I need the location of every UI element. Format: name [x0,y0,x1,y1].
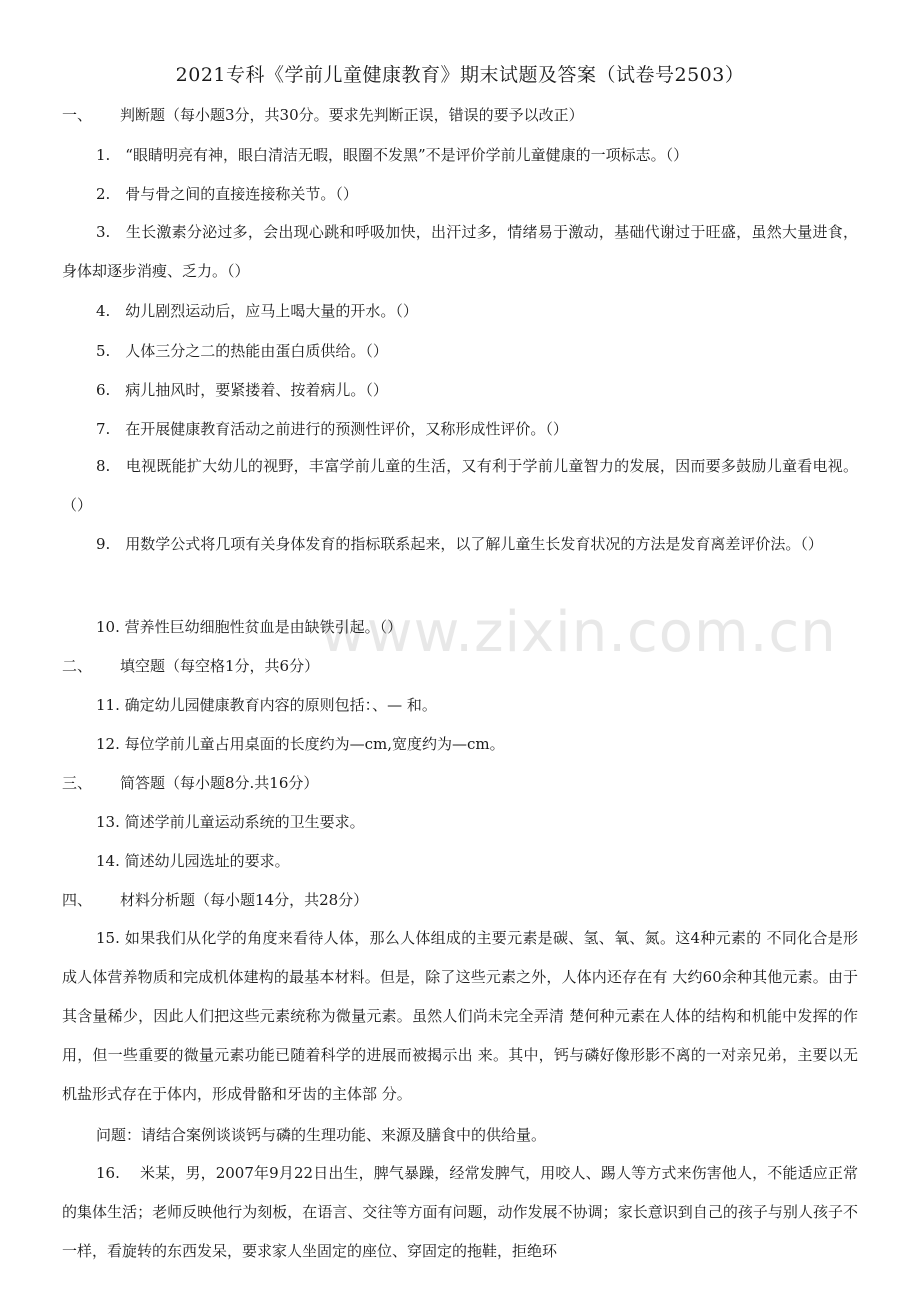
section-1-heading [62,104,584,125]
question-2: 2. 骨与骨之间的直接连接称关节。（） [96,185,358,203]
question-16: 16. 米某，男，2007年9月22日出生，脾气暴躁，经常发脾气，用咬人、踢人等方式来伤害他人，不能适应正常的集体生活；老师反映他行为刻板，在语言、交往等方面有问题，动作发展不协调；家长意识到自己的孩子与别人孩子不一样，看旋转的东西发呆，要求家人坐固定的座位、穿固定的拖鞋，拒绝环 [62,1164,858,1260]
section-label: 简答题（每小题8分.共16分） [120,774,319,792]
question-7: 7. 在开展健康教育活动之前进行的预测性评价，又称形成性评价。（） [96,420,568,438]
question-13: 13. 简述学前儿童运动系统的卫生要求。 [96,813,365,831]
section-number: 四、 [62,891,93,909]
section-label: 判断题（每小题3分，共30分。要求先判断正误，错误的要予以改正） [120,106,584,124]
section-4-heading [62,889,368,910]
question-9: 9. 用数学公式将几项有关身体发育的指标联系起来，以了解儿童生长发育状况的方法是发育离差评价法。（） [96,535,823,553]
section-number: 三、 [62,774,93,792]
question-14: 14. 简述幼儿园选址的要求。 [96,852,290,870]
question-5: 5. 人体三分之二的热能由蛋白质供给。（） [96,342,388,360]
question-15: 15. 如果我们从化学的角度来看待人体，那么人体组成的主要元素是碳、氢、氧、氮。这4种元素的 不同化合是形成人体营养物质和完成机体建构的最基本材料。但是，除了这些元素之外，人体内还存在有 大约60余种其他元素。由于其含量稀少，因此人们把这些元素统称为微量元素。虽然人们尚未完全弄清 楚何种元素在人体的结构和机能中发挥的作用，但一些重要的微量元素功能已随着科学的进展而被揭示出 来。其中，钙与磷好像形影不离的一对亲兄弟，主要以无机盐形式存在于体内，形成骨骼和牙齿的主体部 分。 [62,929,858,1103]
question-11: 11. 确定幼儿园健康教育内容的原则包括：、— 和。 [96,696,437,714]
question-4: 4. 幼儿剧烈运动后，应马上喝大量的开水。（） [96,302,418,320]
watermark: www.zixin.com.cn [320,600,837,665]
section-3-heading [62,772,318,793]
section-2-heading [62,655,319,676]
question-15-prompt: 问题：请结合案例谈谈钙与磷的生理功能、来源及膳食中的供给量。 [96,1126,547,1144]
question-12: 12. 每位学前儿童占用桌面的长度约为—cm,宽度约为—cm。 [96,735,505,753]
section-number: 一、 [62,106,93,124]
question-1: 1. “眼睛明亮有神，眼白清洁无暇，眼圈不发黑”不是评价学前儿童健康的一项标志。（） [96,146,689,164]
question-8: 8. 电视既能扩大幼儿的视野，丰富学前儿童的生活，又有利于学前儿童智力的发展，因而要多鼓励儿童看电视。（） [62,457,858,514]
section-label: 填空题（每空格1分，共6分） [120,657,320,675]
question-3: 3. 生长激素分泌过多，会出现心跳和呼吸加快，出汗过多，情绪易于激动，基础代谢过于旺盛，虽然大量进食，身体却逐步消瘦、乏力。（） [62,223,858,280]
section-label: 材料分析题（每小题14分，共28分） [120,891,369,909]
question-6: 6. 病儿抽风时，要紧搂着、按着病儿。（） [96,381,388,399]
question-10: 10. 营养性巨幼细胞性贫血是由缺铁引起。（） [96,618,403,636]
section-number: 二、 [62,657,93,675]
page-title: 2021专科《学前儿童健康教育》期末试题及答案（试卷号2503） [175,64,745,86]
